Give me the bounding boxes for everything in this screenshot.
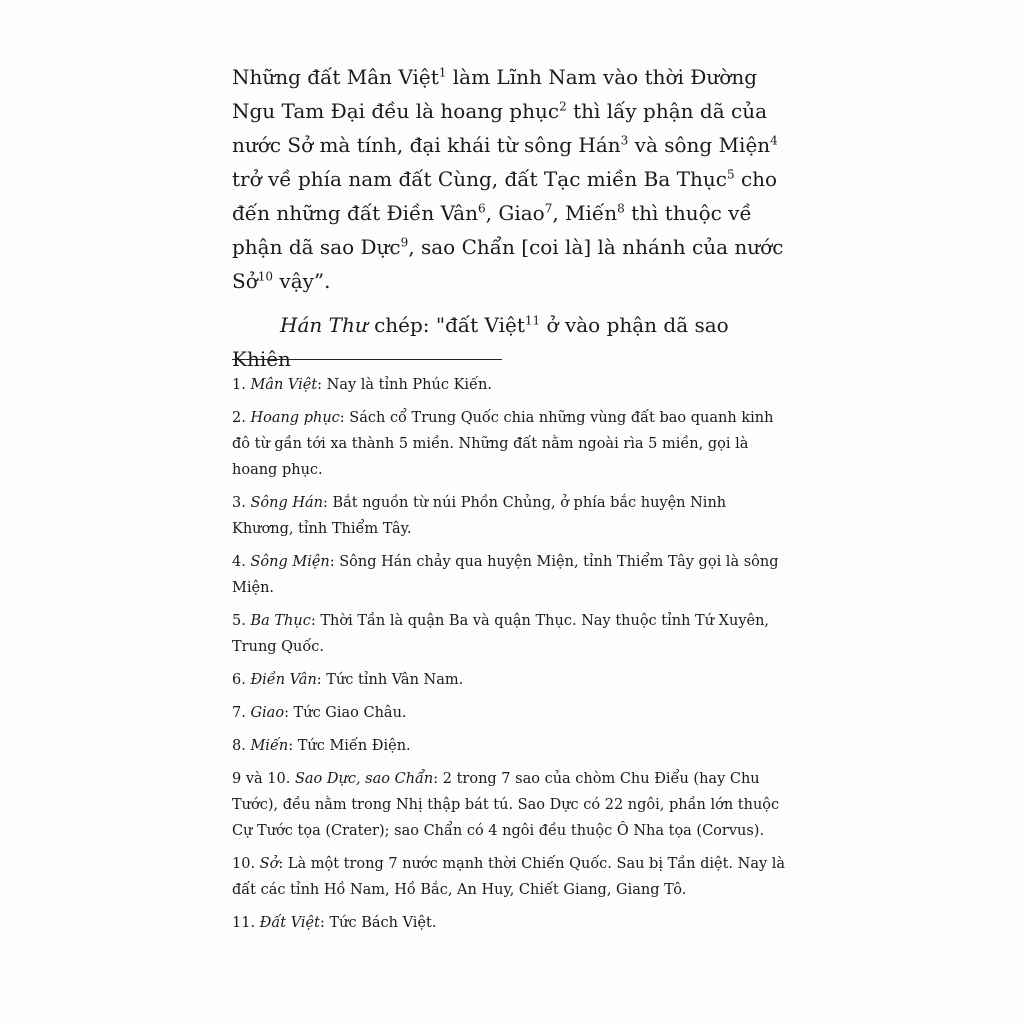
footnote-term: Sông Hán [250, 495, 323, 511]
footnote-text: : Tức Giao Châu. [284, 705, 407, 721]
footnote-ref: 1 [438, 65, 447, 80]
footnote-text: : Tức Miến Điện. [288, 738, 411, 754]
paragraph-2 [232, 308, 792, 376]
footnote-number: 6. [232, 672, 251, 688]
footnote-divider [232, 359, 502, 360]
main-text [232, 60, 792, 376]
footnote-number: 10. [232, 856, 260, 872]
footnote-number: 7. [232, 705, 251, 721]
text-segment: ở vào phận dã sao Khiên [232, 313, 729, 371]
text-segment: trở về phía nam đất Cùng, đất Tạc miền Ba Thục [232, 167, 727, 191]
footnote-term: Hoang phục [250, 410, 340, 426]
footnote-term: Ba Thục [250, 613, 311, 629]
text-segment: thì lấy phận dã của nước Sở mà tính, đại khái từ sông Hán [232, 99, 767, 157]
footnote [232, 910, 792, 936]
footnote-text: : Sông Hán chảy qua huyện Miện, tỉnh Thiểm Tây gọi là sông Miện. [232, 554, 779, 596]
footnote [232, 667, 792, 693]
book-title: Hán Thư [280, 313, 368, 337]
footnote-text: : Tức tỉnh Vân Nam. [316, 672, 464, 688]
footnote-number: 5. [232, 613, 251, 629]
footnote [232, 608, 792, 660]
footnote-text: : Nay là tỉnh Phúc Kiến. [317, 377, 492, 393]
footnote [232, 549, 792, 601]
footnote [232, 766, 792, 844]
footnote-ref: 11 [524, 313, 541, 328]
text-segment: cho đến những đất Điền Vân [232, 167, 778, 225]
footnote-text: : Sách cổ Trung Quốc chia những vùng đất bao quanh kinh đô từ gần tới xa thành 5 miền. Những đất nằm ngoài rìa 5 miền, gọi là hoang phục. [232, 410, 774, 478]
footnote [232, 405, 792, 483]
text-segment: làm Lĩnh Nam vào thời Đường Ngu Tam Đại đều là hoang phục [232, 65, 758, 123]
footnote-ref: 8 [617, 201, 625, 216]
footnote-number: 2. [232, 410, 251, 426]
footnote-number: 4. [232, 554, 251, 570]
footnote [232, 490, 792, 542]
footnote-ref: 2 [559, 99, 567, 114]
footnote-number: 9 và 10. [232, 771, 295, 787]
footnote-term: Miến [250, 738, 289, 754]
footnote-text: : Bắt nguồn từ núi Phồn Chủng, ở phía bắc huyện Ninh Khương, tỉnh Thiểm Tây. [232, 495, 727, 537]
text-segment: và sông Miện [628, 133, 771, 157]
footnote-number: 8. [232, 738, 251, 754]
text-segment: chép: "đất Việt [367, 313, 525, 337]
paragraph-1 [232, 60, 792, 298]
footnote-ref: 7 [544, 201, 553, 216]
footnote-ref: 4 [770, 133, 778, 148]
footnote-term: Sở [259, 856, 279, 872]
footnote-number: 1. [232, 377, 251, 393]
text-segment: Những đất Mân Việt [232, 65, 439, 89]
footnote-text: : Là một trong 7 nước mạnh thời Chiến Quốc. Sau bị Tần diệt. Nay là đất các tỉnh Hồ Nam, Hồ Bắc, An Huy, Chiết Giang, Giang Tô. [232, 856, 786, 898]
footnote-number: 11. [232, 915, 260, 931]
text-segment: , Giao [485, 201, 545, 225]
footnote-ref: 3 [620, 133, 629, 148]
footnote-term: Sao Dực, sao Chẩn [294, 771, 434, 787]
text-segment: , Miến [552, 201, 618, 225]
footnote-term: Đất Việt [259, 915, 320, 931]
footnote-ref: 9 [400, 235, 409, 250]
text-segment: thì thuộc về phận dã sao Dực [232, 201, 752, 259]
text-segment: vậy”. [273, 269, 331, 293]
footnote-ref: 6 [477, 201, 486, 216]
footnote [232, 851, 792, 903]
footnote-term: Giao [250, 705, 285, 721]
footnote-term: Mân Việt [250, 377, 318, 393]
footnote-term: Điền Vân [250, 672, 317, 688]
footnote-term: Sông Miện [250, 554, 330, 570]
text-segment: , sao Chẩn [coi là] là nhánh của nước Sở [232, 235, 784, 293]
footnote-ref: 5 [726, 167, 735, 182]
footnote [232, 700, 792, 726]
footnote-text: : Tức Bách Việt. [319, 915, 437, 931]
footnote-text: : 2 trong 7 sao của chòm Chu Điểu (hay Chu Tước), đều nằm trong Nhị thập bát tú. Sao Dực có 22 ngôi, phần lớn thuộc Cự Tước tọa (Crater); sao Chẩn có 4 ngôi đều thuộc Ô Nha tọa (Corvus). [232, 771, 780, 839]
footnote-number: 3. [232, 495, 251, 511]
footnote [232, 372, 792, 398]
footnotes [232, 372, 792, 943]
footnote-ref: 10 [257, 269, 274, 284]
footnote [232, 733, 792, 759]
footnote-text: : Thời Tần là quận Ba và quận Thục. Nay thuộc tỉnh Tứ Xuyên, Trung Quốc. [232, 613, 770, 655]
